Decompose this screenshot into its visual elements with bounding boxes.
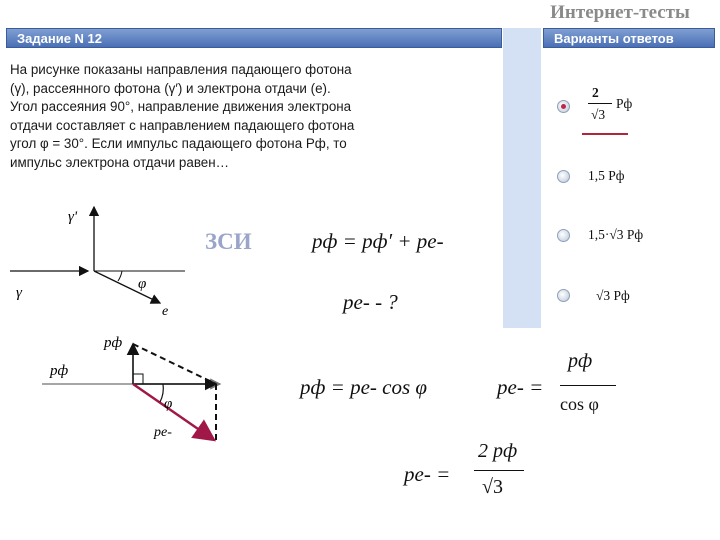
answer-2-radio[interactable]	[557, 170, 570, 183]
p-phi-top-label: pф	[104, 335, 123, 351]
answers-header: Варианты ответов	[543, 28, 715, 48]
answer-3[interactable]: 1,5·√3 Pф	[588, 227, 644, 242]
e-label: e	[162, 304, 169, 319]
electron-arrow	[94, 271, 160, 303]
formula-ratio-bar	[560, 385, 616, 386]
answer-3-radio[interactable]	[557, 229, 570, 242]
phi-label-2: φ	[164, 396, 173, 412]
formula-result-den: √3	[482, 476, 503, 498]
task-text	[10, 61, 488, 172]
formula-ratio-num: pф	[568, 350, 593, 372]
momentum-diagram	[40, 330, 240, 450]
phi-label: φ	[138, 276, 147, 292]
angle-arc	[118, 271, 122, 281]
task-line-1: На рисунке показаны направления падающего фотона	[10, 62, 352, 77]
p-e-label: pe-	[154, 425, 172, 440]
phi-arc	[160, 384, 163, 402]
formula-unknown: pe- - ?	[343, 290, 398, 314]
formula-projection: pф = pe- cos φ	[300, 375, 428, 399]
answer-2[interactable]: 1,5 Pф	[588, 168, 625, 183]
answer-4[interactable]: √3 Pф	[596, 288, 630, 303]
task-line-4: отдачи составляет с направлением падающего фотона	[10, 117, 355, 133]
answer-1-denominator: √3	[591, 107, 606, 122]
task-line-5: угол φ = 30°. Если импульс падающего фотона Pф, то	[10, 136, 347, 151]
formula-conservation: pф = pф′ + pe-	[312, 229, 444, 253]
gamma-prime-label: γ'	[68, 209, 78, 225]
formula-ratio-left: pe- =	[497, 375, 544, 399]
formula-result-bar	[474, 470, 524, 471]
formula-result-num: 2 pф	[478, 440, 518, 462]
scattering-diagram	[0, 195, 200, 325]
divider-stripe	[503, 28, 541, 328]
task-line-2: (γ), рассеянного фотона (γ′) и электрона отдачи (e).	[10, 80, 331, 96]
answer-4-radio[interactable]	[557, 289, 570, 302]
answer-1-radio[interactable]	[557, 100, 570, 113]
electron-momentum-arrow	[133, 384, 214, 440]
task-line-6: импульс электрона отдачи равен…	[10, 154, 230, 170]
task-header: Задание N 12	[6, 28, 502, 48]
answer-1-fraction-bar	[588, 103, 612, 104]
gamma-label: γ	[16, 285, 22, 301]
brand-title: Интернет-тесты	[550, 2, 690, 23]
answer-1-underline	[582, 133, 628, 135]
formula-result-left: pe- =	[404, 462, 451, 486]
answer-1-numerator: 2	[592, 85, 599, 100]
right-angle-mark	[133, 374, 143, 384]
p-phi-left-label: pф	[50, 363, 69, 379]
answer-1-unit: Pф	[616, 96, 633, 111]
formula-ratio-den: cos φ	[560, 394, 599, 414]
zsi-label: ЗСИ	[205, 229, 252, 254]
dashed-diagonal	[133, 344, 216, 384]
task-line-3: Угол рассеяния 90°, направление движения электрона	[10, 99, 352, 114]
